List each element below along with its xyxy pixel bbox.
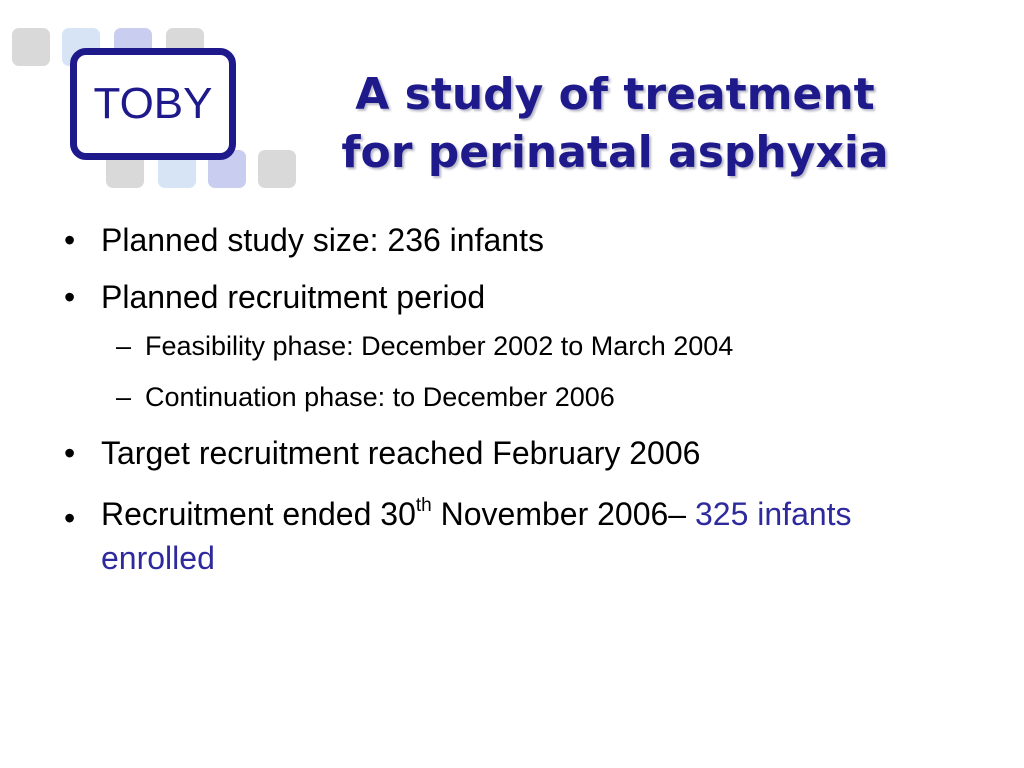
sub-list-item bbox=[0, 330, 1024, 362]
decor-square bbox=[12, 28, 50, 66]
list-item bbox=[0, 222, 921, 259]
bullet-marker: • bbox=[64, 222, 76, 258]
dash-marker: – bbox=[116, 331, 132, 361]
toby-logo bbox=[70, 48, 236, 160]
bullet-marker: • bbox=[64, 500, 76, 536]
bullet-text: Planned study size: 236 infants bbox=[101, 222, 544, 258]
title-line-1: A study of treatment bbox=[355, 69, 875, 120]
bullet-text: Recruitment ended 30 bbox=[101, 496, 416, 532]
logo-text: TOBY bbox=[93, 79, 213, 128]
decor-square bbox=[258, 150, 296, 188]
bullet-text: Planned recruitment period bbox=[101, 279, 486, 315]
bullet-text: Target recruitment reached February 2006 bbox=[101, 435, 701, 471]
slide-title bbox=[300, 66, 930, 182]
sub-bullet-text: Feasibility phase: December 2002 to March 2004 bbox=[145, 331, 734, 361]
bullet-marker: • bbox=[64, 279, 76, 315]
list-item bbox=[0, 279, 921, 316]
enrolled-highlight: 325 infants enrolled bbox=[101, 496, 852, 576]
dash-marker: – bbox=[116, 382, 132, 412]
ordinal-superscript: th bbox=[415, 495, 432, 517]
sub-bullet-text: Continuation phase: to December 2006 bbox=[145, 382, 615, 412]
bullet-text-continued: November 2006– bbox=[431, 496, 695, 532]
bullet-marker: • bbox=[64, 435, 76, 471]
sub-list-item bbox=[0, 381, 1024, 413]
title-line-2: for perinatal asphyxia bbox=[341, 127, 889, 178]
list-item bbox=[0, 492, 921, 580]
bullet-list bbox=[0, 222, 1024, 600]
list-item bbox=[0, 435, 921, 472]
